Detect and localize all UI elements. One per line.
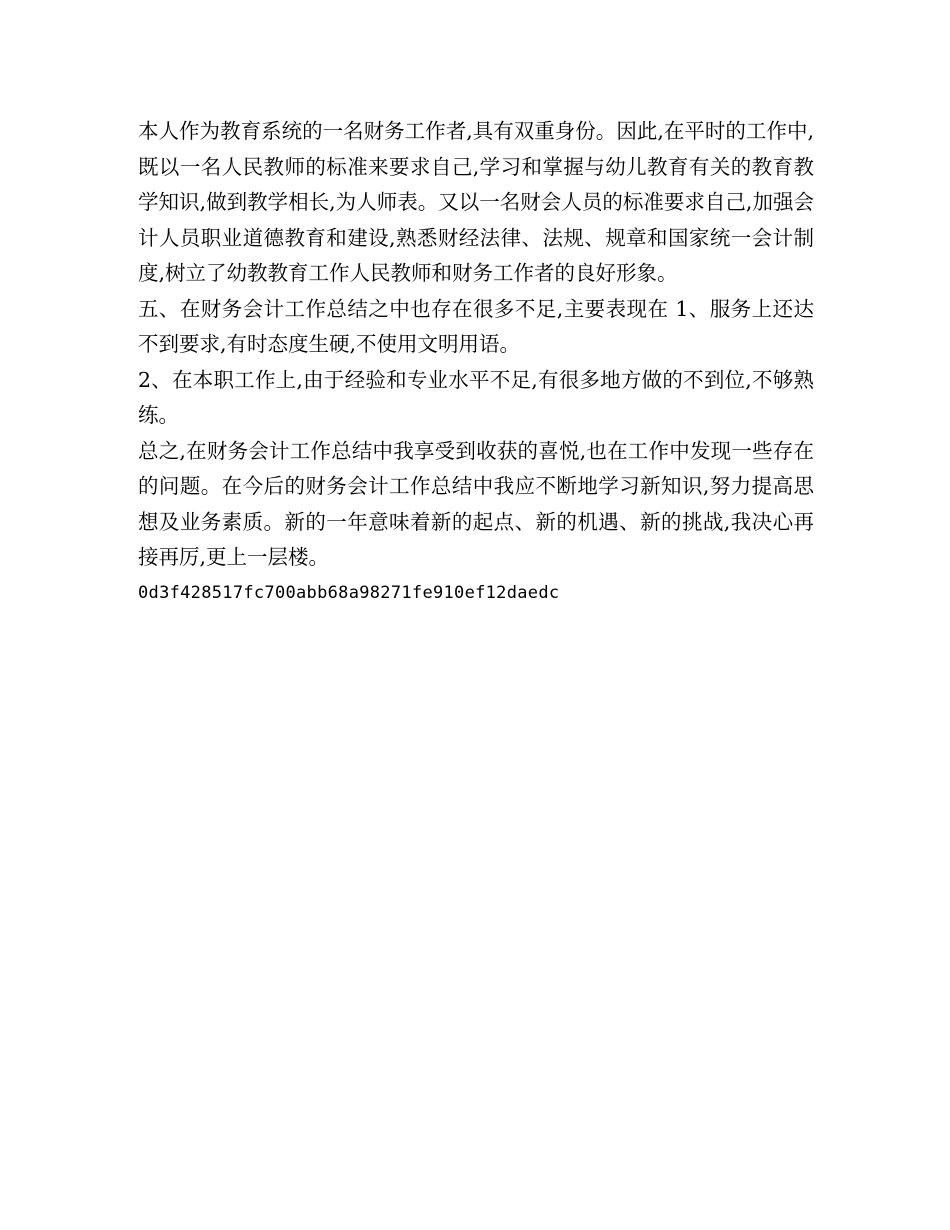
document-hash-code: 0d3f428517fc700abb68a98271fe910ef12daedc xyxy=(138,582,560,603)
document-body xyxy=(138,114,814,611)
paragraph-work-skills: 2、在本职工作上,由于经验和专业水平不足,有很多地方做的不到位,不够熟练。 xyxy=(138,367,814,427)
paragraph-conclusion: 总之,在财务会计工作总结中我享受到收获的喜悦,也在工作中发现一些存在的问题。在今后的财务会计工作总结中我应不断地学习新知识,努力提高思想及业务素质。新的一年意味着新的起点、新的机遇、新的挑战,我决心再接再厉,更上一层楼。 xyxy=(138,438,814,569)
paragraph-dual-identity: 本人作为教育系统的一名财务工作者,具有双重身份。因此,在平时的工作中,既以一名人民教师的标准来要求自己,学习和掌握与幼儿教育有关的教育教学知识,做到教学相长,为人师表。又以一名财会人员的标准要求自己,加强会计人员职业道德教育和建设,熟悉财经法律、法规、规章和国家统一会计制度,树立了幼教教育工作人民教师和财务工作者的良好形象。 xyxy=(138,119,814,285)
paragraph-shortcomings: 五、在财务会计工作总结之中也存在很多不足,主要表现在 1、服务上还达不到要求,有时态度生硬,不使用文明用语。 xyxy=(138,296,814,356)
